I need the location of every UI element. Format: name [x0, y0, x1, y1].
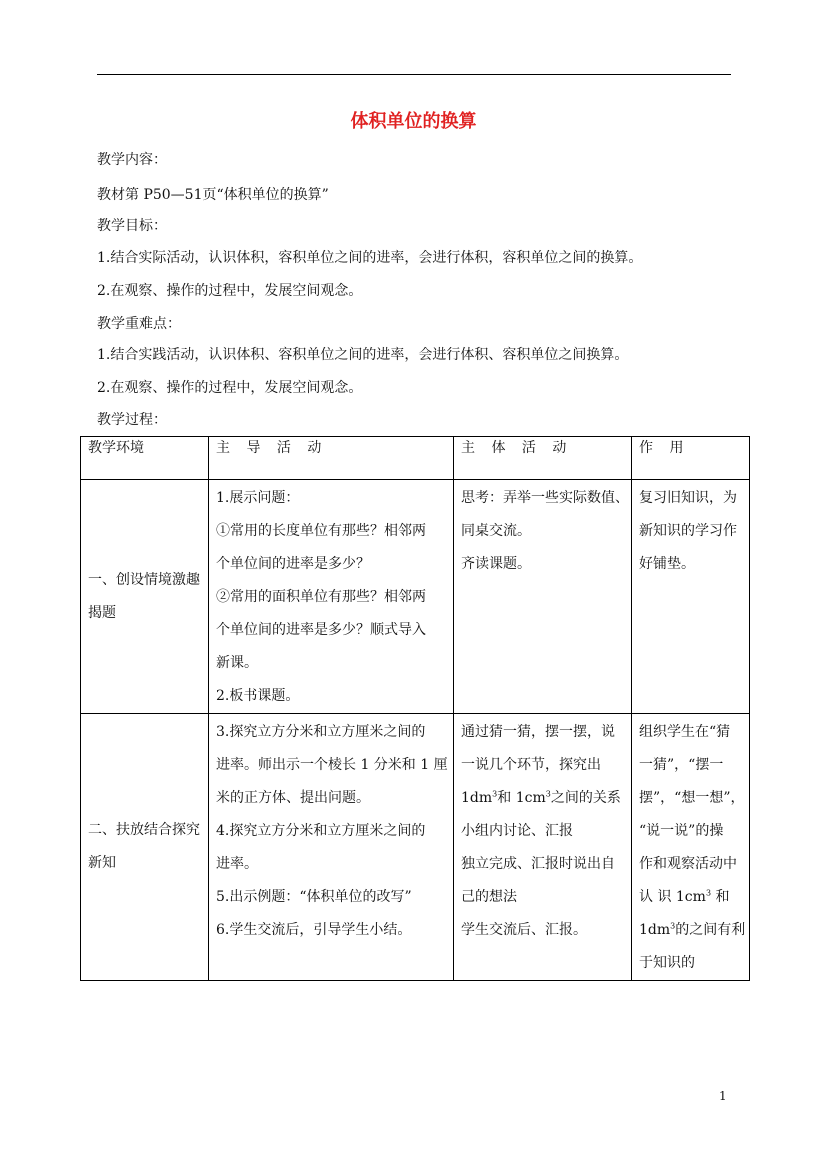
unit-exponent: 3	[492, 789, 498, 799]
cell-line: 新课。	[216, 655, 258, 671]
unit-text: 认 识 1cm	[639, 889, 706, 905]
cell-line: 复习旧知识，为	[639, 490, 737, 506]
paragraph: 2.在观察、操作的过程中，发展空间观念。	[97, 380, 363, 396]
stage-cell	[81, 714, 209, 981]
cell-line: 进率。	[216, 856, 258, 872]
cell-line: 同桌交流。	[461, 523, 531, 539]
student-cell	[454, 480, 632, 714]
cell-line: 通过猜一猜，摆一摆，说	[461, 724, 615, 740]
unit-text: 之间的关系	[550, 790, 621, 806]
unit-exponent: 3	[705, 888, 712, 898]
cell-line: 摆”，“想一想”，	[639, 790, 745, 806]
table-row	[81, 714, 750, 981]
cell-line: ②常用的面积单位有那些？相邻两	[216, 589, 426, 605]
cell-line: 新知识的学习作	[639, 523, 737, 539]
cell-line	[639, 881, 742, 914]
cell-line: 3.探究立方分米和立方厘米之间的	[216, 724, 426, 740]
cell-line: 组织学生在“猜	[639, 724, 731, 740]
unit-exponent: 3	[670, 921, 676, 931]
cell-line: 新知	[88, 855, 116, 871]
cell-line: 思考：弄举一些实际数值、	[461, 490, 629, 506]
cell-line: 6.学生交流后，引导学生小结。	[216, 922, 412, 938]
document-title: 体积单位的换算	[350, 111, 477, 132]
cell-line: 二、扶放结合探究	[88, 822, 200, 838]
cell-line: 一说几个环节，探究出	[461, 757, 601, 773]
header-purpose: 作 用	[632, 437, 750, 480]
unit-text: 1dm	[639, 922, 671, 938]
cell-line: 1.展示问题：	[216, 490, 300, 506]
paragraph: 1.结合实际活动，认识体积，容积单位之间的进率，会进行体积，容积单位之间的换算。	[97, 250, 643, 266]
cell-line	[639, 914, 746, 947]
cell-line: 5.出示例题：“体积单位的改写”	[216, 889, 412, 905]
cell-line: 个单位间的进率是多少？顺式导入	[216, 622, 426, 638]
unit-text: 1dm	[461, 790, 493, 806]
cell-line: 一、创设情境激趣	[88, 571, 200, 588]
cell-line	[461, 782, 624, 815]
page-number: 1	[719, 1089, 727, 1103]
lead-cell	[209, 714, 454, 981]
cell-line: 2.板书课题。	[216, 688, 300, 704]
header-stage: 教学环境	[81, 437, 209, 480]
lead-cell	[209, 480, 454, 714]
cell-line: 个单位间的进率是多少？	[216, 556, 370, 572]
student-cell	[454, 714, 632, 981]
cell-line: 学生交流后、汇报。	[461, 922, 587, 938]
header-rule	[97, 74, 731, 75]
cell-line: 米的正方体、提出问题。	[216, 790, 370, 806]
unit-text: 和 1cm	[497, 790, 546, 806]
cell-line: 独立完成、汇报时说出自	[461, 856, 615, 872]
purpose-cell	[632, 480, 750, 714]
cell-line: 作和观察活动中	[639, 856, 737, 872]
cell-line: “说一说”的操	[639, 823, 724, 839]
cell-line: 好铺垫。	[639, 556, 695, 572]
paragraph: 1.结合实践活动，认识体积、容积单位之间的进率，会进行体积、容积单位之间换算。	[97, 347, 629, 363]
table-header-row	[81, 437, 750, 480]
paragraph: 2.在观察、操作的过程中，发展空间观念。	[97, 283, 363, 299]
cell-line: ①常用的长度单位有那些？相邻两	[216, 523, 426, 539]
paragraph: 教学内容：	[97, 152, 167, 168]
paragraph: 教材第 P50—51页“体积单位的换算”	[97, 187, 329, 203]
unit-exponent: 3	[545, 789, 551, 799]
paragraph: 教学重难点：	[97, 316, 181, 332]
cell-line: 4.探究立方分米和立方厘米之间的	[216, 823, 426, 839]
cell-line: 一猜”，“摆一	[639, 757, 724, 773]
paragraph: 教学过程：	[97, 412, 167, 428]
cell-line: 齐读课题。	[461, 556, 531, 572]
stage-cell	[81, 480, 209, 714]
cell-line: 小组内讨论、汇报	[461, 823, 573, 839]
cell-line: 揭题	[88, 604, 116, 621]
purpose-cell	[632, 714, 750, 981]
cell-line: 进率。师出示一个棱长 1 分米和 1 厘	[216, 757, 448, 773]
lesson-table	[80, 436, 750, 981]
table-row	[81, 480, 750, 714]
header-student: 主 体 活 动	[454, 437, 632, 480]
cell-line: 于知识的	[639, 955, 695, 971]
cell-line: 己的想法	[461, 889, 517, 905]
unit-text: 的之间有利	[675, 922, 746, 938]
paragraph: 教学目标：	[97, 218, 167, 234]
header-lead: 主 导 活 动	[209, 437, 454, 480]
unit-text: 和	[711, 889, 730, 905]
